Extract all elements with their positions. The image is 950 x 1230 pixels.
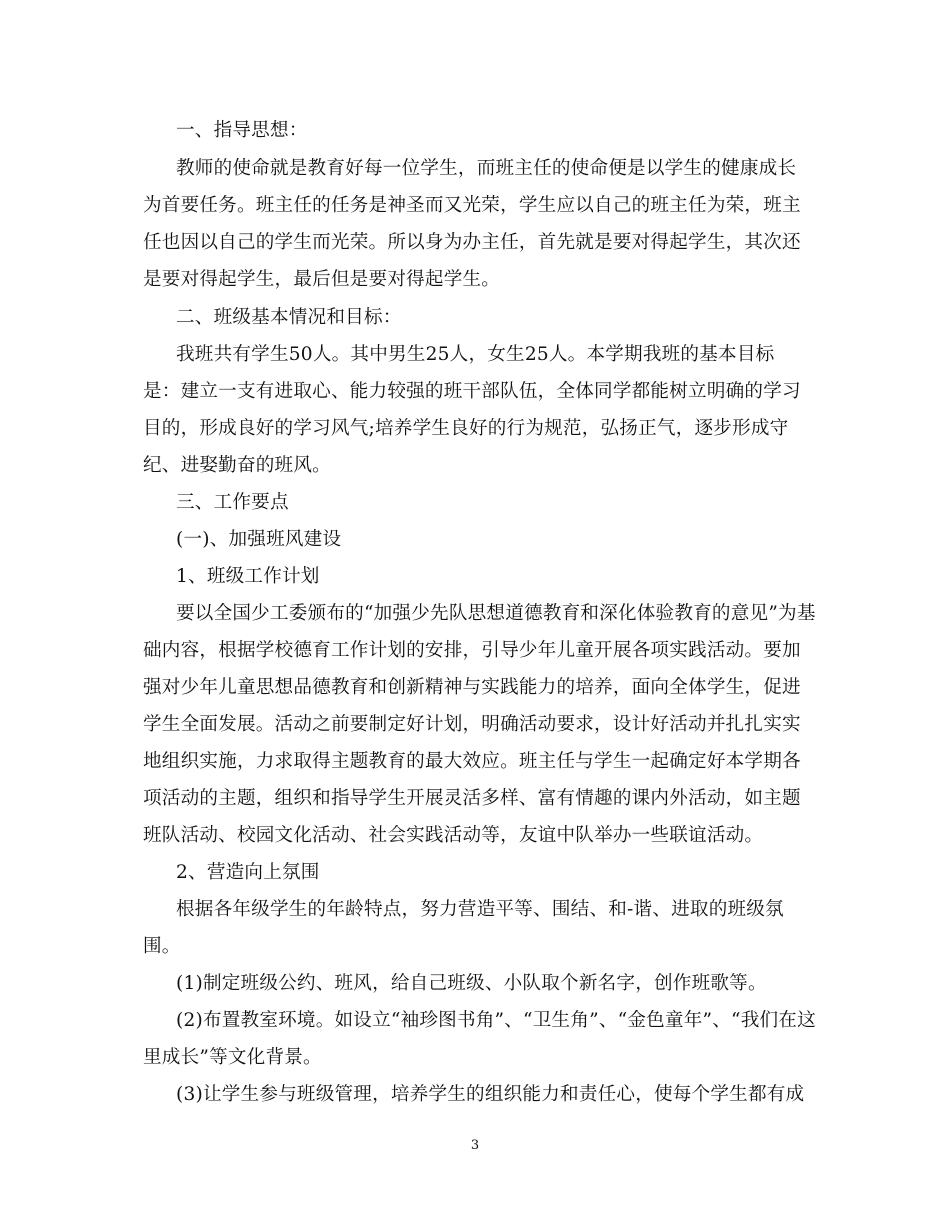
list-item-continuation: 里成长”等文化背景。	[143, 1047, 322, 1068]
subheading-class-spirit: (一)、加强班风建设	[176, 529, 342, 550]
list-item: (3)让学生参与班级管理，培养学生的组织能力和责任心，使每个学生都有成	[176, 1084, 805, 1105]
list-item: (2)布置教室环境。如设立“袖珍图书角”、“卫生角”、“金色童年”、“我们在这	[176, 1010, 816, 1031]
paragraph-line: 根据各年级学生的年龄特点，努力营造平等、围结、和-谐、进取的班级氛	[176, 899, 784, 920]
paragraph-line: 我班共有学生50人。其中男生25人，女生25人。本学期我班的基本目标	[176, 344, 775, 365]
heading-guiding-thought: 一、指导思想：	[176, 120, 308, 141]
paragraph-line: 任也因以自己的学生而光荣。所以身为办主任，首先就是要对得起学生，其次还	[143, 232, 801, 253]
paragraph-line: 学生全面发展。活动之前要制定好计划，明确活动要求，设计好活动并扎扎实实	[143, 714, 801, 735]
paragraph-line: 项活动的主题，组织和指导学生开展灵活多样、富有情趣的课内外活动，如主题	[143, 788, 801, 809]
paragraph-line: 目的，形成良好的学习风气;培养学生良好的行为规范，弘扬正气，逐步形成守	[143, 418, 789, 439]
list-item: (1)制定班级公约、班风，给自己班级、小队取个新名字，创作班歌等。	[176, 973, 767, 994]
paragraph-line: 要以全国少工委颁布的“加强少先队思想道德教育和深化体验教育的意见”为基	[176, 603, 816, 624]
paragraph-line: 围。	[143, 936, 181, 957]
subheading-atmosphere: 2、营造向上氛围	[176, 862, 320, 883]
heading-work-points: 三、工作要点	[176, 492, 289, 513]
subheading-work-plan: 1、班级工作计划	[176, 566, 320, 587]
paragraph-line: 强对少年儿童思想品德教育和创新精神与实践能力的培养，面向全体学生，促进	[143, 677, 801, 698]
paragraph-line: 地组织实施，力求取得主题教育的最大效应。班主任与学生一起确定好本学期各	[143, 751, 801, 772]
paragraph-line: 础内容，根据学校德育工作计划的安排，引导少年儿童开展各项实践活动。要加	[143, 640, 801, 661]
paragraph-line: 是：建立一支有进取心、能力较强的班干部队伍，全体同学都能树立明确的学习	[143, 381, 801, 402]
paragraph-line: 教师的使命就是教育好每一位学生，而班主任的使命便是以学生的健康成长	[176, 158, 797, 179]
paragraph-line: 为首要任务。班主任的任务是神圣而又光荣，学生应以自己的班主任为荣，班主	[143, 195, 801, 216]
paragraph-line: 是要对得起学生，最后但是要对得起学生。	[143, 269, 501, 290]
heading-class-situation: 二、班级基本情况和目标：	[176, 307, 402, 328]
paragraph-line: 班队活动、校园文化活动、社会实践活动等，友谊中队举办一些联谊活动。	[143, 825, 764, 846]
page-number: 3	[470, 1138, 480, 1153]
paragraph-line: 纪、进娶勤奋的班风。	[143, 455, 331, 476]
